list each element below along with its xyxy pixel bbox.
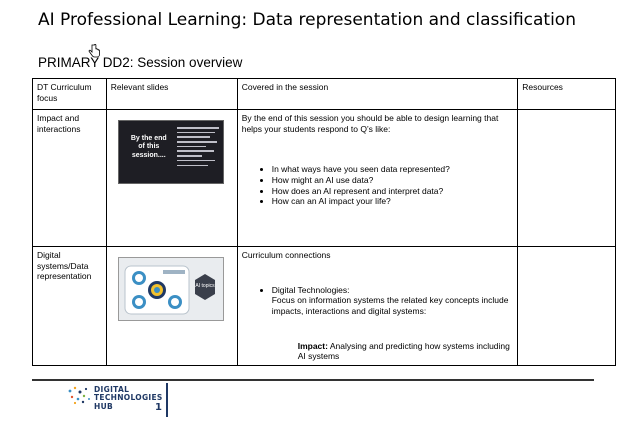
list-item: • How might an AI use data? [272, 175, 514, 186]
ai-topics-badge: AI topics [195, 283, 215, 289]
impact-text: Analysing and predicting how systems including AI systems [297, 340, 510, 362]
slide-preview-text [177, 127, 219, 169]
session-overview-table [32, 78, 616, 366]
covered-intro: By the end of this session you should be able to design learning that helps your students respond to Q’s like: [241, 113, 499, 134]
footer-divider [166, 383, 168, 417]
page-number: 1 [155, 402, 162, 413]
digital-technologies-hub-logo [66, 383, 166, 417]
ai-topics-diagram [119, 258, 223, 320]
header-relevant-slides: Relevant slides [106, 79, 237, 110]
list-item [272, 285, 514, 317]
slide-heading: By the end of this session.... [130, 135, 167, 159]
footer-rule [32, 379, 594, 381]
focus-cell: Impact and interactions [33, 110, 107, 247]
list-item: • How can an AI impact your life? [272, 196, 514, 207]
table-header-row [33, 79, 616, 110]
covered-cell [237, 247, 518, 366]
impact-label: Impact: [297, 340, 328, 351]
focus-cell: Digital systems/Data representation [33, 247, 107, 366]
dt-item-detail: Focus on information systems the related key concepts include impacts, interactions and digital systems: [271, 295, 509, 316]
dt-item-label: Digital Technologies: [271, 284, 350, 295]
session-subtitle: PRIMARY DD2: Session overview [38, 55, 243, 70]
header-resources: Resources [518, 79, 616, 110]
slide-thumbnail-end-of-session[interactable] [119, 121, 223, 183]
list-item: • How does an AI represent and interpret data? [272, 186, 514, 197]
header-covered-in-session: Covered in the session [237, 79, 518, 110]
document-title: AI Professional Learning: Data representation and classification [38, 10, 576, 30]
slide-cell [106, 247, 237, 366]
curriculum-connections-heading: Curriculum connections [241, 250, 331, 260]
resources-cell [518, 110, 616, 247]
logo-dots-icon [66, 385, 92, 407]
table-row [33, 110, 616, 247]
covered-cell [237, 110, 518, 247]
logo-wordmark: DIGITAL TECHNOLOGIES HUB [94, 385, 163, 411]
slide-thumbnail-ai-topics[interactable] [119, 258, 223, 320]
slide-cell [106, 110, 237, 247]
curriculum-list [242, 285, 514, 317]
table-row [33, 247, 616, 366]
question-list [242, 164, 514, 207]
resources-cell [518, 247, 616, 366]
impact-paragraph [298, 341, 514, 362]
header-dt-curriculum-focus: DT Curriculum focus [33, 79, 107, 110]
list-item: • In what ways have you seen data represented? [272, 164, 514, 175]
